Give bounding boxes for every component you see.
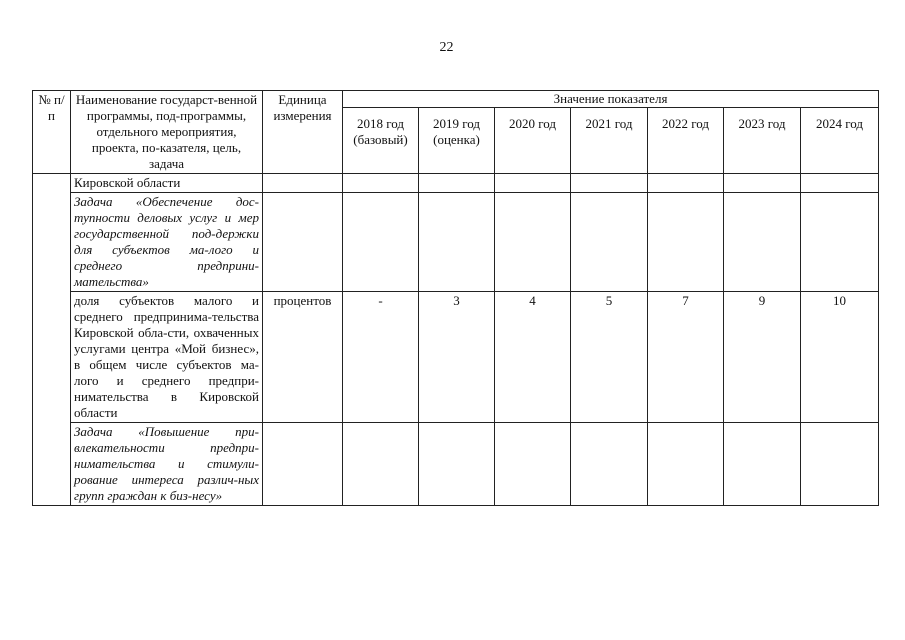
row-value	[419, 423, 495, 506]
header-year-2019: 2019 год (оценка)	[419, 107, 495, 173]
header-name: Наименование государст-венной программы, под-программы, отдельного мероприятия, проекта, по-казателя, цель, задача	[71, 91, 263, 174]
row-value	[801, 174, 879, 193]
row-name: доля субъектов малого и среднего предпринима-тельства Кировской обла-сти, охваченных услугами центра «Мой бизнес», в общем числе субъектов ма-лого и среднего предпри-нимательства в Кировской области	[71, 292, 263, 423]
row-value	[419, 193, 495, 292]
row-unit	[263, 174, 343, 193]
row-unit	[263, 423, 343, 506]
row-value	[724, 174, 801, 193]
header-row-top	[33, 91, 879, 108]
row-value	[801, 423, 879, 506]
row-value	[801, 193, 879, 292]
header-year-2024: 2024 год	[801, 107, 879, 173]
header-year-2021: 2021 год	[571, 107, 648, 173]
table-row	[33, 292, 879, 423]
header-year-2020: 2020 год	[495, 107, 571, 173]
row-value: 7	[648, 292, 724, 423]
header-indicator-value: Значение показателя	[343, 91, 879, 108]
header-unit: Единица измерения	[263, 91, 343, 174]
row-unit: процентов	[263, 292, 343, 423]
table-row	[33, 174, 879, 193]
header-year-2022: 2022 год	[648, 107, 724, 173]
row-name: Задача «Обеспечение дос-тупности деловых услуг и мер государственной под-держки для субъектов ма-лого и среднего предприни-мательства»	[71, 193, 263, 292]
row-value: 4	[495, 292, 571, 423]
row-value: -	[343, 292, 419, 423]
row-name: Кировской области	[71, 174, 263, 193]
row-value	[343, 193, 419, 292]
row-value	[571, 174, 648, 193]
row-value	[343, 174, 419, 193]
row-value: 3	[419, 292, 495, 423]
row-name: Задача «Повышение при-влекательности предпри-нимательства и стимули-рование интереса различ-ных групп граждан к биз-несу»	[71, 423, 263, 506]
row-value	[495, 193, 571, 292]
row-value	[648, 174, 724, 193]
row-value	[571, 193, 648, 292]
row-value: 5	[571, 292, 648, 423]
header-year-2023: 2023 год	[724, 107, 801, 173]
row-value	[724, 193, 801, 292]
row-value	[495, 174, 571, 193]
row-value	[495, 423, 571, 506]
header-year-2018: 2018 год (базовый)	[343, 107, 419, 173]
row-value	[724, 423, 801, 506]
row-value	[343, 423, 419, 506]
row-unit	[263, 193, 343, 292]
table-row	[33, 193, 879, 292]
indicators-table	[32, 90, 879, 506]
row-value	[571, 423, 648, 506]
header-num: № п/п	[33, 91, 71, 174]
row-value: 10	[801, 292, 879, 423]
row-num	[33, 174, 71, 506]
row-value	[419, 174, 495, 193]
row-value: 9	[724, 292, 801, 423]
page-number: 22	[439, 40, 454, 55]
row-value	[648, 193, 724, 292]
table-row	[33, 423, 879, 506]
row-value	[648, 423, 724, 506]
